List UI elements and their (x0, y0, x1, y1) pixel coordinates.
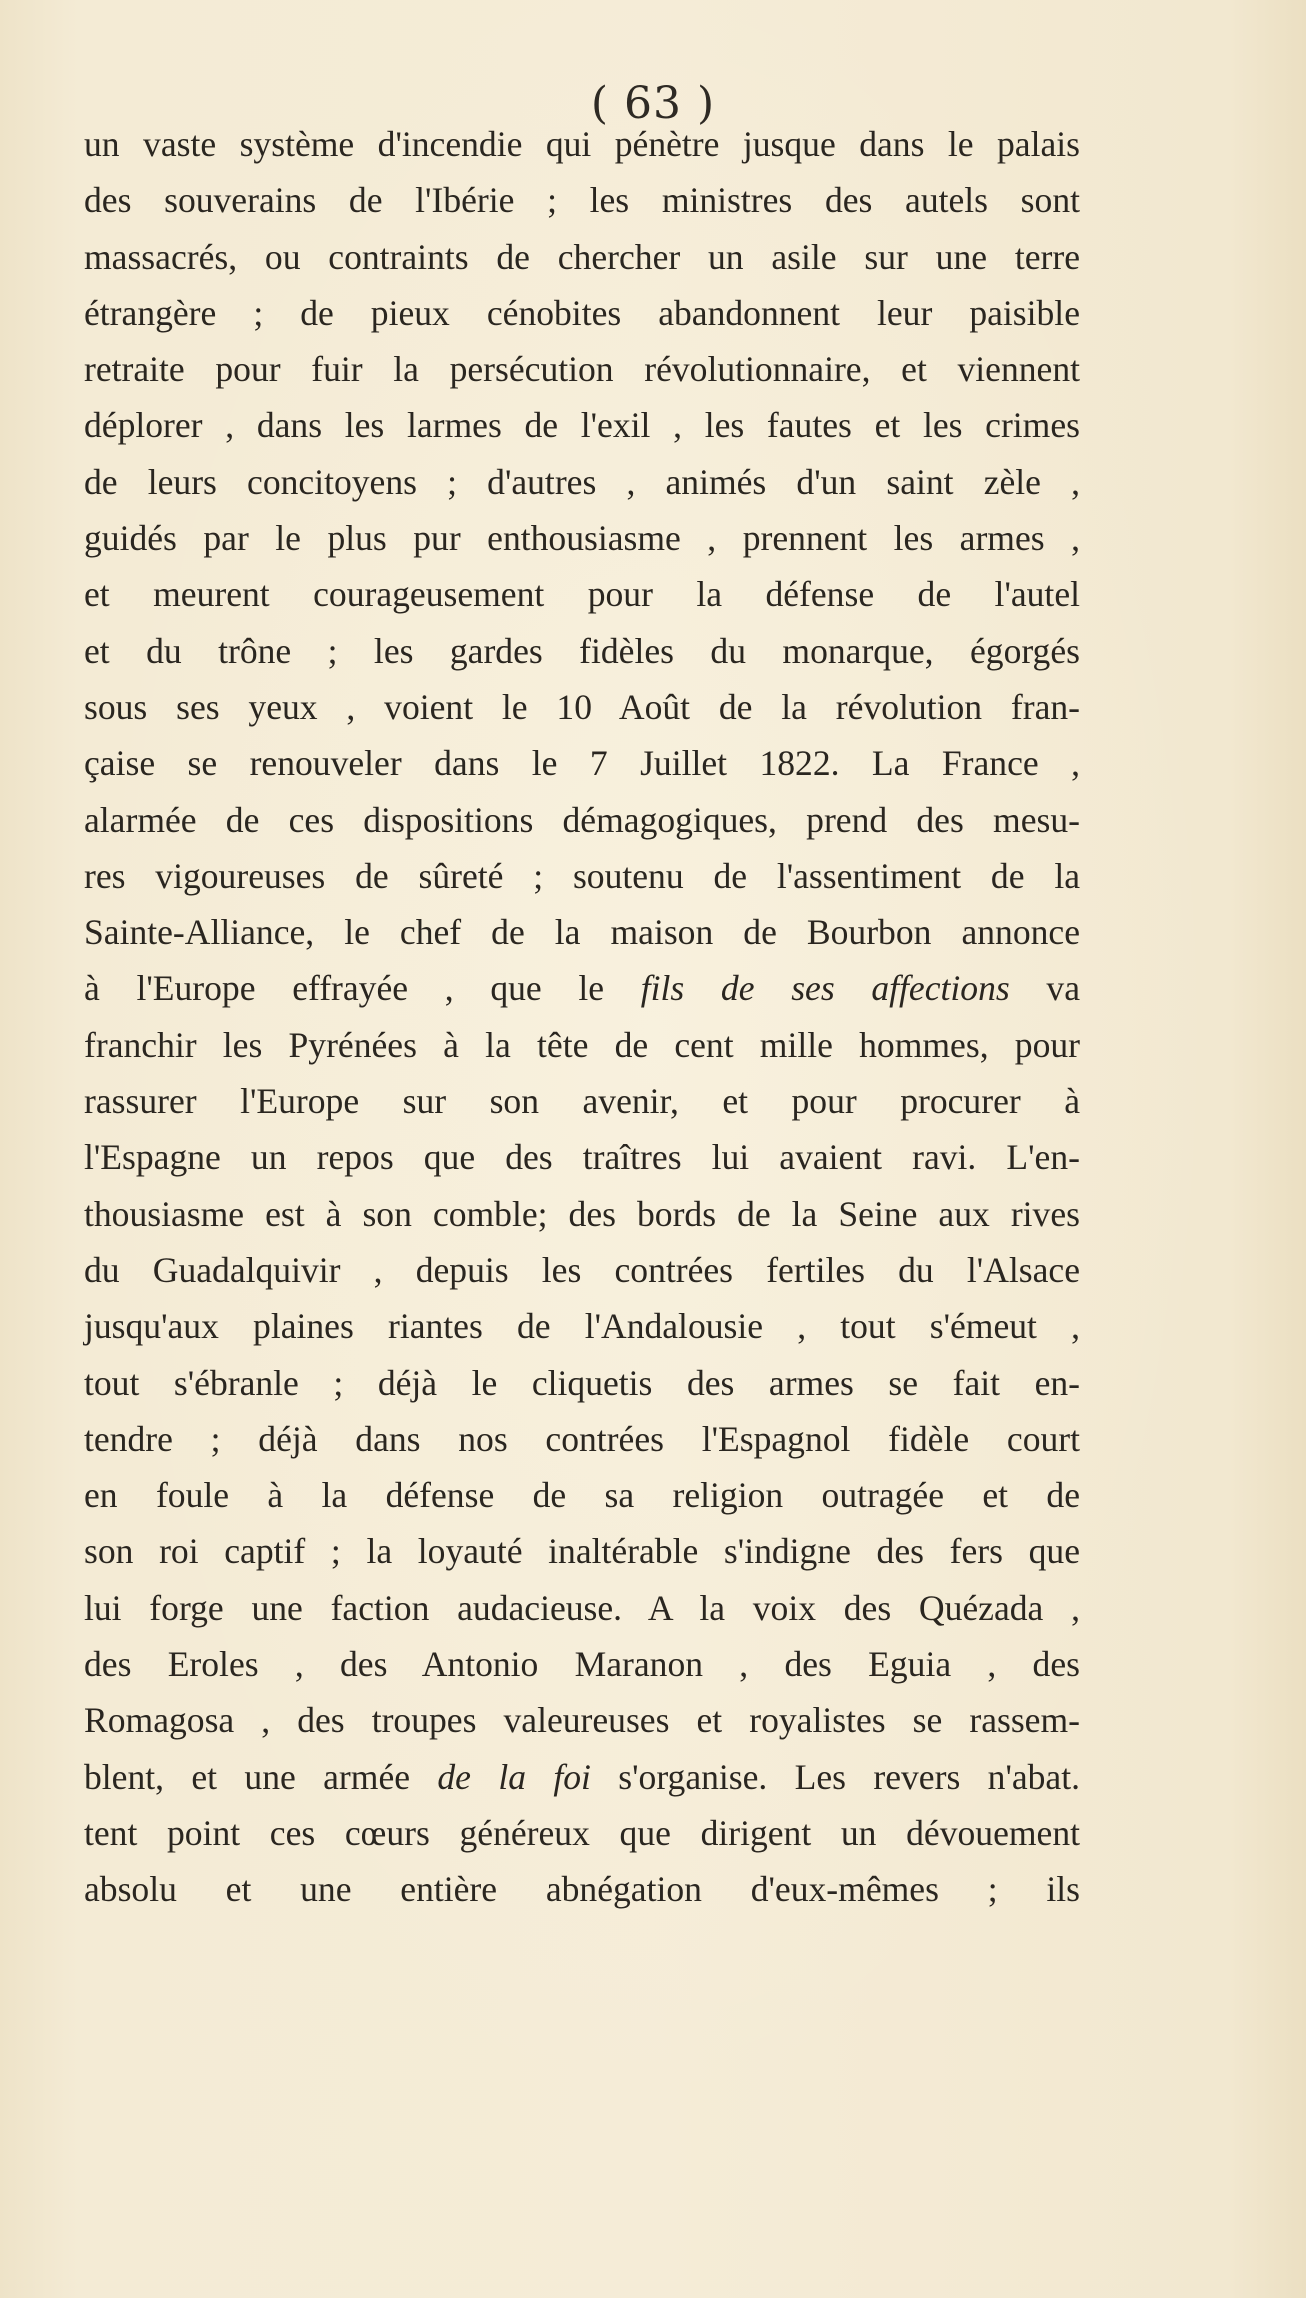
text-line: sous ses yeux , voient le 10 Août de la révolution fran- (84, 686, 1080, 727)
text-run: à l'Europe effrayée , que le (84, 968, 641, 1009)
text-run: s'organise. Les revers n'abat. (590, 1756, 1080, 1797)
body-text (84, 116, 1080, 1918)
text-line: guidés par le plus pur enthousiasme , prennent les armes , (84, 518, 1080, 559)
text-line: tent point ces cœurs généreux que dirigent un dévouement (84, 1812, 1080, 1853)
text-line: en foule à la défense de sa religion outragée et de (84, 1475, 1080, 1516)
text-line: des Eroles , des Antonio Maranon , des Eguia , des (84, 1644, 1080, 1685)
text-line: de leurs concitoyens ; d'autres , animés d'un saint zèle , (84, 461, 1080, 502)
text-line: res vigoureuses de sûreté ; soutenu de l'assentiment de la (84, 855, 1080, 896)
text-line: çaise se renouveler dans le 7 Juillet 1822. La France , (84, 743, 1080, 784)
text-line: et meurent courageusement pour la défense de l'autel (84, 574, 1080, 615)
text-line: étrangère ; de pieux cénobites abandonnent leur paisible (84, 292, 1080, 333)
italic-phrase: de la foi (437, 1756, 591, 1797)
text-line (84, 1749, 1080, 1805)
text-line: retraite pour fuir la persécution révolutionnaire, et viennent (84, 349, 1080, 390)
text-line: absolu et une entière abnégation d'eux-mêmes ; ils (84, 1869, 1080, 1910)
text-line: alarmée de ces dispositions démagogiques, prend des mesu- (84, 799, 1080, 840)
text-line: Romagosa , des troupes valeureuses et royalistes se rassem- (84, 1700, 1080, 1741)
text-line: Sainte-Alliance, le chef de la maison de Bourbon annonce (84, 912, 1080, 953)
text-line: jusqu'aux plaines riantes de l'Andalousie , tout s'émeut , (84, 1306, 1080, 1347)
text-line: l'Espagne un repos que des traîtres lui avaient ravi. L'en- (84, 1137, 1080, 1178)
text-line (84, 960, 1080, 1016)
text-line: un vaste système d'incendie qui pénètre jusque dans le palais (84, 124, 1080, 164)
text-line: franchir les Pyrénées à la tête de cent mille hommes, pour (84, 1024, 1080, 1065)
text-line: massacrés, ou contraints de chercher un asile sur une terre (84, 236, 1080, 277)
text-line: et du trône ; les gardes fidèles du monarque, égorgés (84, 630, 1080, 671)
italic-phrase: fils de ses affections (640, 968, 1010, 1009)
page-number: ( 63 ) (590, 78, 716, 129)
text-run: va (1009, 968, 1080, 1009)
text-line: du Guadalquivir , depuis les contrées fertiles du l'Alsace (84, 1249, 1080, 1290)
text-line: des souverains de l'Ibérie ; les ministres des autels sont (84, 180, 1080, 221)
text-line: son roi captif ; la loyauté inaltérable s'indigne des fers que (84, 1531, 1080, 1572)
text-line: rassurer l'Europe sur son avenir, et pour procurer à (84, 1081, 1080, 1122)
text-line: tout s'ébranle ; déjà le cliquetis des armes se fait en- (84, 1362, 1080, 1403)
text-line: thousiasme est à son comble; des bords de la Seine aux rives (84, 1193, 1080, 1234)
text-line: lui forge une faction audacieuse. A la voix des Quézada , (84, 1587, 1080, 1628)
text-line: tendre ; déjà dans nos contrées l'Espagnol fidèle court (84, 1418, 1080, 1459)
text-run: blent, et une armée (84, 1756, 438, 1797)
text-line: déplorer , dans les larmes de l'exil , les fautes et les crimes (84, 405, 1080, 446)
